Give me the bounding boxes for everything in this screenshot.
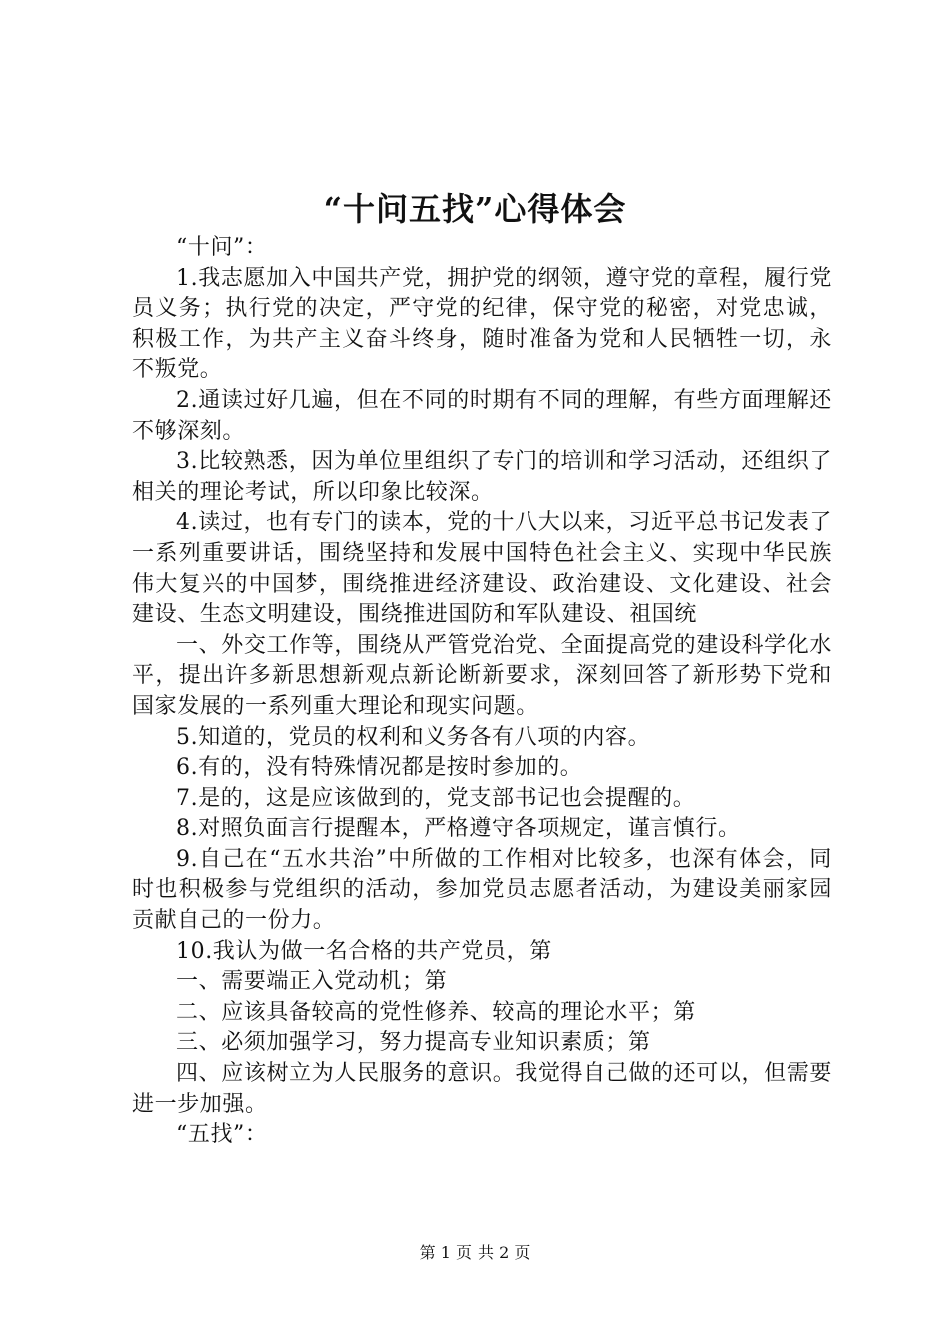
paragraph-answer-3: 3.比较熟悉，因为单位里组织了专门的培训和学习活动，还组织了相关的理论考试，所以印象比较深。 (132, 449, 832, 505)
paragraph-answer-4-continued: 一、外交工作等，围绕从严管党治党、全面提高党的建设科学化水平，提出许多新思想新观点新论断新要求，深刻回答了新形势下党和国家发展的一系列重大理论和现实问题。 (132, 632, 832, 719)
paragraph-answer-1: 1.我志愿加入中国共产党，拥护党的纲领，遵守党的章程，履行党员义务；执行党的决定，严守党的纪律，保守党的秘密，对党忠诚，积极工作，为共产主义奋斗终身，随时准备为党和人民牺牲一切，永不叛党。 (132, 265, 832, 383)
page-number: 第 1 页 (419, 1243, 472, 1262)
paragraph-answer-5: 5.知道的，党员的权利和义务各有八项的内容。 (176, 724, 651, 750)
paragraph-answer-6: 6.有的，没有特殊情况都是按时参加的。 (176, 755, 583, 781)
paragraph-answer-10: 10.我认为做一名合格的共产党员，第 (176, 938, 552, 964)
paragraph-answer-10-point-1: 一、需要端正入党动机；第 (176, 969, 448, 995)
paragraph-answer-10-point-2: 二、应该具备较高的党性修养、较高的理论水平；第 (176, 999, 696, 1025)
paragraph-answer-7: 7.是的，这是应该做到的，党支部书记也会提醒的。 (176, 785, 696, 811)
paragraph-answer-2: 2.通读过好几遍，但在不同的时期有不同的理解，有些方面理解还不够深刻。 (132, 387, 832, 444)
paragraph-answer-10-point-4: 四、应该树立为人民服务的意识。我觉得自己做的还可以，但需要进一步加强。 (132, 1061, 832, 1117)
document-body (132, 233, 832, 1151)
paragraph-answer-4: 4.读过，也有专门的读本，党的十八大以来，习近平总书记发表了一系列重要讲话，围绕坚持和发展中国特色社会主义、实现中华民族伟大复兴的中国梦，围绕推进经济建设、政治建设、文化建设、社会建设、生态文明建设，围绕推进国防和军队建设、祖国统 (132, 510, 832, 628)
page-total: 共 2 页 (478, 1243, 531, 1262)
paragraph-ten-questions-heading: “十问”： (176, 235, 268, 260)
paragraph-five-finds-heading: “五找”： (176, 1122, 268, 1148)
paragraph-answer-9: 9.自己在“五水共治”中所做的工作相对比较多，也深有体会，同时也积极参与党组织的活动，参加党员志愿者活动，为建设美丽家园贡献自己的一份力。 (132, 846, 832, 934)
page-footer (0, 1242, 950, 1264)
paragraph-answer-8: 8.对照负面言行提醒本，严格遵守各项规定，谨言慎行。 (176, 816, 741, 842)
document-title: “十问五找”心得体会 (323, 190, 627, 228)
paragraph-answer-10-point-3: 三、必须加强学习，努力提高专业知识素质；第 (176, 1030, 651, 1056)
